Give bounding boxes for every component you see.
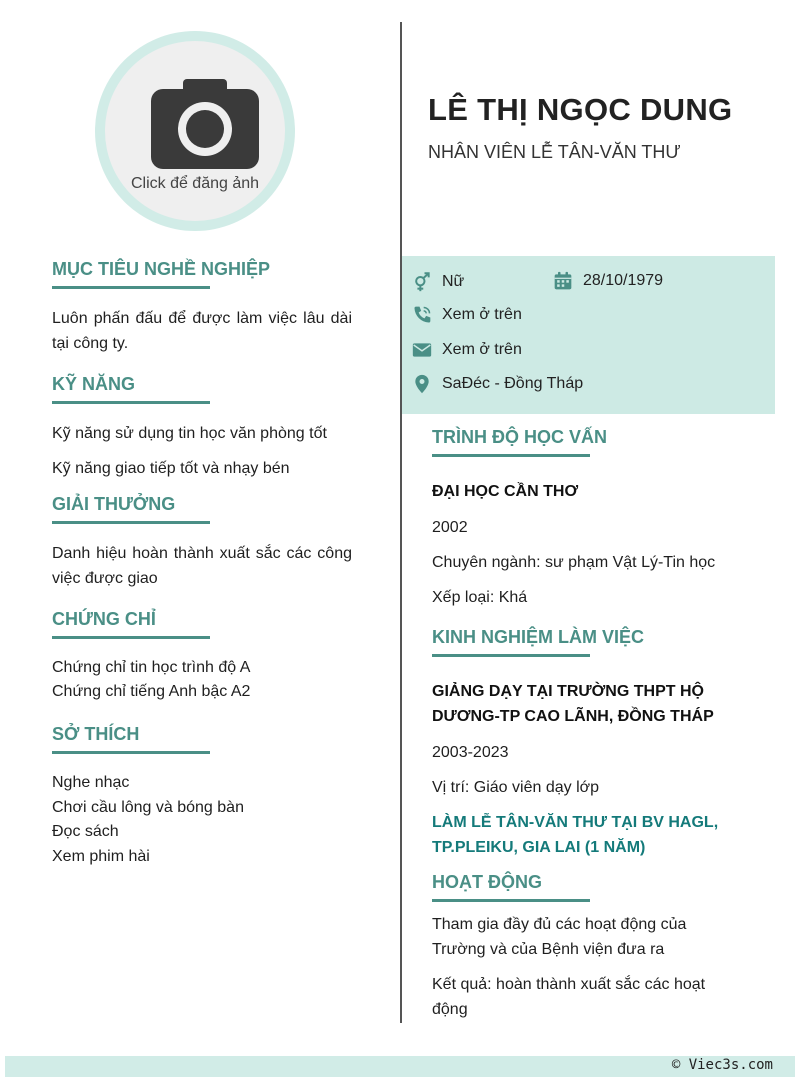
job-title: NHÂN VIÊN LỄ TÂN-VĂN THƯ	[428, 142, 681, 162]
skills-section	[52, 374, 352, 481]
job1-title: GIẢNG DẠY TẠI TRƯỜNG THPT HỘ DƯƠNG-TP CAO LÃNH, ĐỒNG THÁP	[432, 683, 714, 725]
section-underline	[52, 521, 210, 524]
job1-period: 2003-2023	[432, 744, 509, 761]
email-icon	[412, 340, 432, 360]
footer-bar	[5, 1056, 795, 1077]
objective-title: MỤC TIÊU NGHỀ NGHIỆP	[52, 259, 271, 279]
email-item	[412, 340, 522, 360]
address-text: SaĐéc - Đồng Tháp	[442, 375, 584, 392]
hobbies-section	[52, 724, 352, 869]
awards-title: GIẢI THƯỞNG	[52, 494, 176, 514]
job1-position: Vị trí: Giáo viên dạy lớp	[432, 779, 600, 796]
email-text: Xem ở trên	[442, 341, 522, 358]
location-pin-icon	[412, 374, 432, 394]
education-year: 2002	[432, 519, 468, 536]
section-underline	[432, 899, 590, 902]
photo-placeholder[interactable]	[95, 31, 295, 231]
education-grade: Xếp loại: Khá	[432, 589, 528, 606]
full-name: LÊ THỊ NGỌC DUNG	[428, 92, 733, 127]
phone-item	[412, 305, 522, 325]
gender-item	[412, 272, 464, 292]
activities-result: Kết quả: hoàn thành xuất sắc các hoạt động	[432, 976, 706, 1018]
certificate-item: Chứng chỉ tin học trình độ A	[52, 659, 251, 676]
education-major: Chuyên ngành: sư phạm Vật Lý-Tin học	[432, 554, 716, 571]
photo-caption: Click để đăng ảnh	[130, 175, 260, 192]
hobby-item: Chơi cầu lông và bóng bàn	[52, 798, 244, 816]
section-underline	[432, 654, 590, 657]
hobbies-title: SỞ THÍCH	[52, 724, 140, 744]
education-section	[432, 427, 762, 610]
birthdate-text: 28/10/1979	[583, 272, 664, 289]
gender-icon	[412, 272, 432, 292]
skills-title: KỸ NĂNG	[52, 374, 136, 394]
job2-title: LÀM LỄ TÂN-VĂN THƯ TẠI BV HAGL, TP.PLEIKU, GIA LAI (1 NĂM)	[432, 814, 719, 856]
section-underline	[52, 636, 210, 639]
hobby-item: Nghe nhạc	[52, 774, 130, 791]
certificates-title: CHỨNG CHỈ	[52, 609, 156, 629]
section-underline	[432, 454, 590, 457]
column-divider	[400, 22, 402, 1023]
gender-text: Nữ	[442, 273, 465, 290]
phone-icon	[412, 305, 432, 325]
section-underline	[52, 401, 210, 404]
skill-item: Kỹ năng giao tiếp tốt và nhạy bén	[52, 460, 290, 477]
footer-credit[interactable]: © Viec3s.com	[671, 1057, 773, 1073]
objective-text: Luôn phấn đấu để được làm việc lâu dài tại công ty.	[52, 310, 352, 352]
certificate-item: Chứng chỉ tiếng Anh bậc A2	[52, 683, 251, 700]
photo-inner	[105, 41, 285, 221]
education-title: TRÌNH ĐỘ HỌC VẤN	[432, 427, 607, 447]
hobby-item: Đọc sách	[52, 823, 119, 840]
certificates-section	[52, 609, 352, 704]
experience-section	[432, 627, 762, 860]
camera-icon	[151, 77, 259, 169]
activities-title: HOẠT ĐỘNG	[432, 872, 542, 892]
calendar-icon	[553, 271, 573, 291]
experience-title: KINH NGHIỆM LÀM VIỆC	[432, 627, 645, 647]
skill-item: Kỹ năng sử dụng tin học văn phòng tốt	[52, 425, 327, 442]
section-underline	[52, 751, 210, 754]
phone-text: Xem ở trên	[442, 306, 522, 323]
contact-info-box	[402, 256, 775, 414]
birthdate-item	[553, 271, 663, 291]
address-item	[412, 374, 583, 394]
education-school: ĐẠI HỌC CẦN THƠ	[432, 483, 579, 500]
objective-section	[52, 259, 352, 356]
activities-text: Tham gia đầy đủ các hoạt động của Trường và của Bệnh viện đưa ra	[432, 916, 687, 958]
hobby-item: Xem phim hài	[52, 847, 150, 865]
activities-section	[432, 872, 762, 1022]
section-underline	[52, 286, 210, 289]
awards-section	[52, 494, 352, 591]
awards-text: Danh hiệu hoàn thành xuất sắc các công việc được giao	[52, 545, 352, 587]
